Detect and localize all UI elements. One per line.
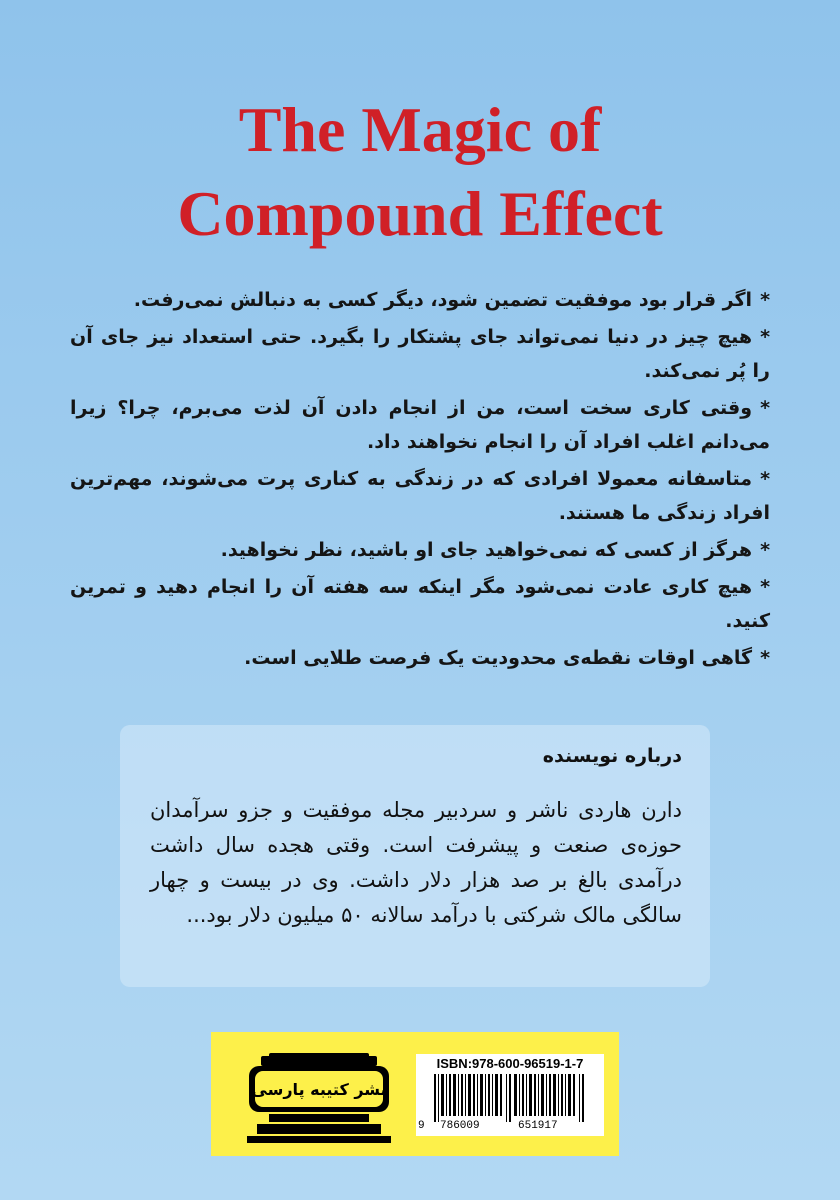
publisher-logo-text: نشر کتیبه پارسی — [251, 1080, 387, 1099]
quote-item — [70, 462, 770, 530]
quote-text: هیچ کاری عادت نمی‌شود مگر اینکه سه هفته آن را انجام دهید و تمرین کنید. — [70, 576, 770, 632]
quote-text: وقتی کاری سخت است، من از انجام دادن آن لذت می‌برم، چرا؟ زیرا می‌دانم اغلب افراد آن را انجام نخواهند داد. — [70, 397, 770, 453]
quote-item — [70, 391, 770, 459]
barcode-digits-left: 786009 — [440, 1120, 480, 1132]
about-author-heading: درباره نویسنده — [542, 745, 682, 767]
quote-text: هرگز از کسی که نمی‌خواهید جای او باشید، نظر نخواهید. — [220, 539, 753, 561]
quote-text: اگر قرار بود موفقیت تضمین شود، دیگر کسی به دنبالش نمی‌رفت. — [133, 289, 753, 311]
quote-marker: * — [760, 326, 770, 348]
quote-marker: * — [760, 289, 770, 311]
isbn-label: ISBN:978-600-96519-1-7 — [436, 1056, 584, 1071]
quote-text: هیچ چیز در دنیا نمی‌تواند جای پشتکار را بگیرد. حتی استعداد نیز جای آن را پُر نمی‌کند. — [70, 326, 770, 382]
title-line-2: Compound Effect — [177, 178, 663, 249]
quote-item — [70, 320, 770, 388]
quote-marker: * — [760, 539, 770, 561]
about-author-text: دارن هاردی ناشر و سردبیر مجله موفقیت و جزو سرآمدان حوزه‌ی صنعت و پیشرفت است. وقتی هجده سال داشت درآمدی بالغ بر صد هزار دلار داشت. وی در بیست و چهار سالگی مالک شرکتی با درآمد سالانه ۵۰ میلیون دلار بود... — [150, 798, 682, 927]
quote-marker: * — [760, 468, 770, 490]
quote-marker: * — [760, 397, 770, 419]
title-line-1: The Magic of — [238, 94, 602, 165]
quote-item — [70, 533, 770, 567]
quote-item — [70, 283, 770, 317]
quote-text: گاهی اوقات نقطه‌ی محدودیت یک فرصت طلایی است. — [244, 647, 753, 669]
publisher-isbn-panel — [211, 1032, 619, 1156]
quote-marker: * — [760, 576, 770, 598]
about-author-box — [120, 725, 710, 987]
barcode-digit-lead: 9 — [418, 1120, 425, 1132]
quote-list — [70, 283, 770, 678]
isbn-barcode-block — [416, 1054, 604, 1136]
barcode-digits-right: 651917 — [518, 1120, 558, 1132]
quote-item — [70, 641, 770, 675]
quote-marker: * — [760, 647, 770, 669]
publisher-logo-icon — [239, 1052, 399, 1144]
quote-item — [70, 570, 770, 638]
barcode-icon — [424, 1074, 599, 1122]
quote-text: متاسفانه معمولا افرادی که در زندگی به کناری پرت می‌شوند، مهم‌ترین افراد زندگی ما هستند. — [70, 468, 770, 524]
book-title — [0, 88, 840, 256]
